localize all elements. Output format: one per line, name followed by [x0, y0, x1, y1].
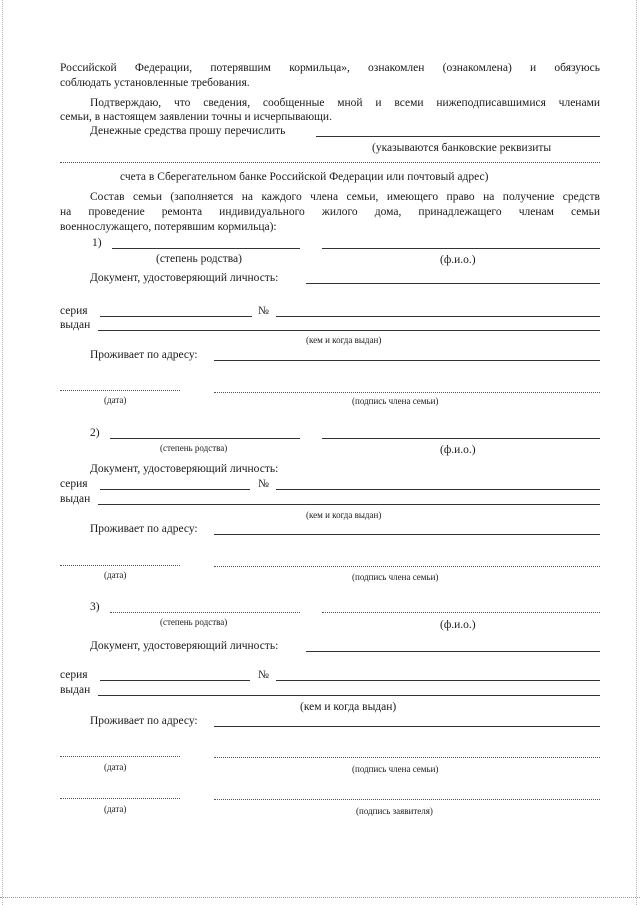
member-3-document-field[interactable] [306, 651, 600, 652]
member-3-document-label: Документ, удостоверяющий личность: [90, 640, 279, 652]
bank-details-field[interactable] [316, 136, 600, 137]
member-1-number-label: № [258, 305, 269, 317]
applicant-signature-field[interactable] [214, 799, 600, 800]
member-1-relation-caption: (степень родства) [156, 253, 242, 265]
member-2-number-field[interactable] [276, 489, 600, 490]
member-1-signature-caption: (подпись члена семьи) [352, 396, 439, 406]
member-3-date-field[interactable] [60, 756, 180, 757]
member-3-relation-caption: (степень родства) [160, 617, 228, 627]
intro-line-2: соблюдать установленные требования. [60, 77, 250, 89]
member-1-document-label: Документ, удостоверяющий личность: [90, 272, 279, 284]
member-2-relation-caption: (степень родства) [160, 443, 228, 453]
intro-line-1: Российской Федерации, потерявшим кормильца», ознакомлен (ознакомлена) и обязуюсь [60, 62, 600, 74]
member-1-issued-label: выдан [60, 319, 91, 331]
member-3-signature-field[interactable] [214, 757, 600, 758]
member-1-number-field[interactable] [276, 316, 600, 317]
member-3-number-label: № [258, 669, 269, 681]
scan-edge-bottom [0, 897, 640, 898]
member-3-fio-field[interactable] [322, 612, 600, 613]
member-2-issued-caption: (кем и когда выдан) [306, 510, 382, 520]
member-1-fio-caption: (ф.и.о.) [440, 254, 476, 266]
applicant-signature-caption: (подпись заявителя) [356, 806, 433, 816]
member-1-fio-field[interactable] [322, 248, 600, 249]
member-3-address-field[interactable] [214, 726, 600, 727]
member-1-document-field[interactable] [306, 283, 600, 284]
member-2-date-field[interactable] [60, 565, 180, 566]
member-1-signature-field[interactable] [214, 392, 600, 393]
member-2-series-label: серия [60, 478, 88, 490]
member-2-fio-caption: (ф.и.о.) [440, 444, 476, 456]
member-3-number-field[interactable] [276, 680, 600, 681]
family-intro-line-3: военнослужащего, потерявшим кормильца): [60, 221, 277, 233]
confirm-line-2: семьи, в настоящем заявлении точны и исчерпывающи. [60, 111, 332, 123]
member-3-fio-caption: (ф.и.о.) [440, 619, 476, 631]
member-2-signature-caption: (подпись члена семьи) [352, 572, 439, 582]
member-1-issued-caption: (кем и когда выдан) [306, 335, 382, 345]
member-2-document-label: Документ, удостоверяющий личность: [90, 463, 279, 475]
member-2-series-field[interactable] [100, 489, 250, 490]
money-transfer-label: Денежные средства прошу перечислить [90, 125, 286, 137]
member-3-relation-field[interactable] [110, 612, 300, 613]
member-3-number: 3) [90, 601, 100, 613]
member-2-number-label: № [258, 478, 269, 490]
member-3-issued-field[interactable] [98, 695, 600, 696]
member-1-series-label: серия [60, 305, 88, 317]
bank-details-caption: (указываются банковские реквизиты [372, 142, 552, 154]
member-2-address-field[interactable] [214, 534, 600, 535]
member-2-address-label: Проживает по адресу: [90, 523, 198, 535]
member-1-number: 1) [92, 237, 102, 249]
member-1-address-label: Проживает по адресу: [90, 349, 198, 361]
applicant-date-field[interactable] [60, 798, 180, 799]
scan-edge-left [2, 0, 3, 905]
applicant-date-caption: (дата) [104, 804, 127, 814]
member-3-issued-label: выдан [60, 684, 91, 696]
bank-details-caption-2: счета в Сберегательном банке Российской Федерации или почтовый адрес) [120, 171, 489, 183]
member-1-relation-field[interactable] [112, 248, 300, 249]
member-3-issued-caption: (кем и когда выдан) [300, 701, 397, 713]
member-3-series-label: серия [60, 669, 88, 681]
member-1-series-field[interactable] [100, 316, 252, 317]
family-intro-line-1: Состав семьи (заполняется на каждого члена семьи, имеющего право на получение средств [90, 191, 600, 203]
member-1-date-field[interactable] [60, 390, 180, 391]
member-3-series-field[interactable] [100, 680, 250, 681]
member-3-signature-caption: (подпись члена семьи) [352, 764, 439, 774]
member-1-date-caption: (дата) [104, 395, 127, 405]
member-3-date-caption: (дата) [104, 762, 127, 772]
member-2-issued-field[interactable] [98, 504, 600, 505]
member-3-address-label: Проживает по адресу: [90, 715, 198, 727]
member-2-relation-field[interactable] [110, 438, 300, 439]
bank-details-field-2[interactable] [60, 162, 600, 163]
member-2-fio-field[interactable] [322, 438, 600, 439]
member-2-number: 2) [90, 427, 100, 439]
member-2-issued-label: выдан [60, 493, 91, 505]
member-2-signature-field[interactable] [214, 566, 600, 567]
family-intro-line-2: на проведение ремонта индивидуального жилого дома, принадлежащего членам семьи [60, 206, 600, 218]
confirm-line-1: Подтверждаю, что сведения, сообщенные мной и всеми нижеподписавшимися членами [90, 97, 600, 109]
member-1-issued-field[interactable] [98, 330, 600, 331]
scan-edge-right [636, 0, 637, 905]
member-1-address-field[interactable] [214, 360, 600, 361]
member-2-date-caption: (дата) [104, 570, 127, 580]
